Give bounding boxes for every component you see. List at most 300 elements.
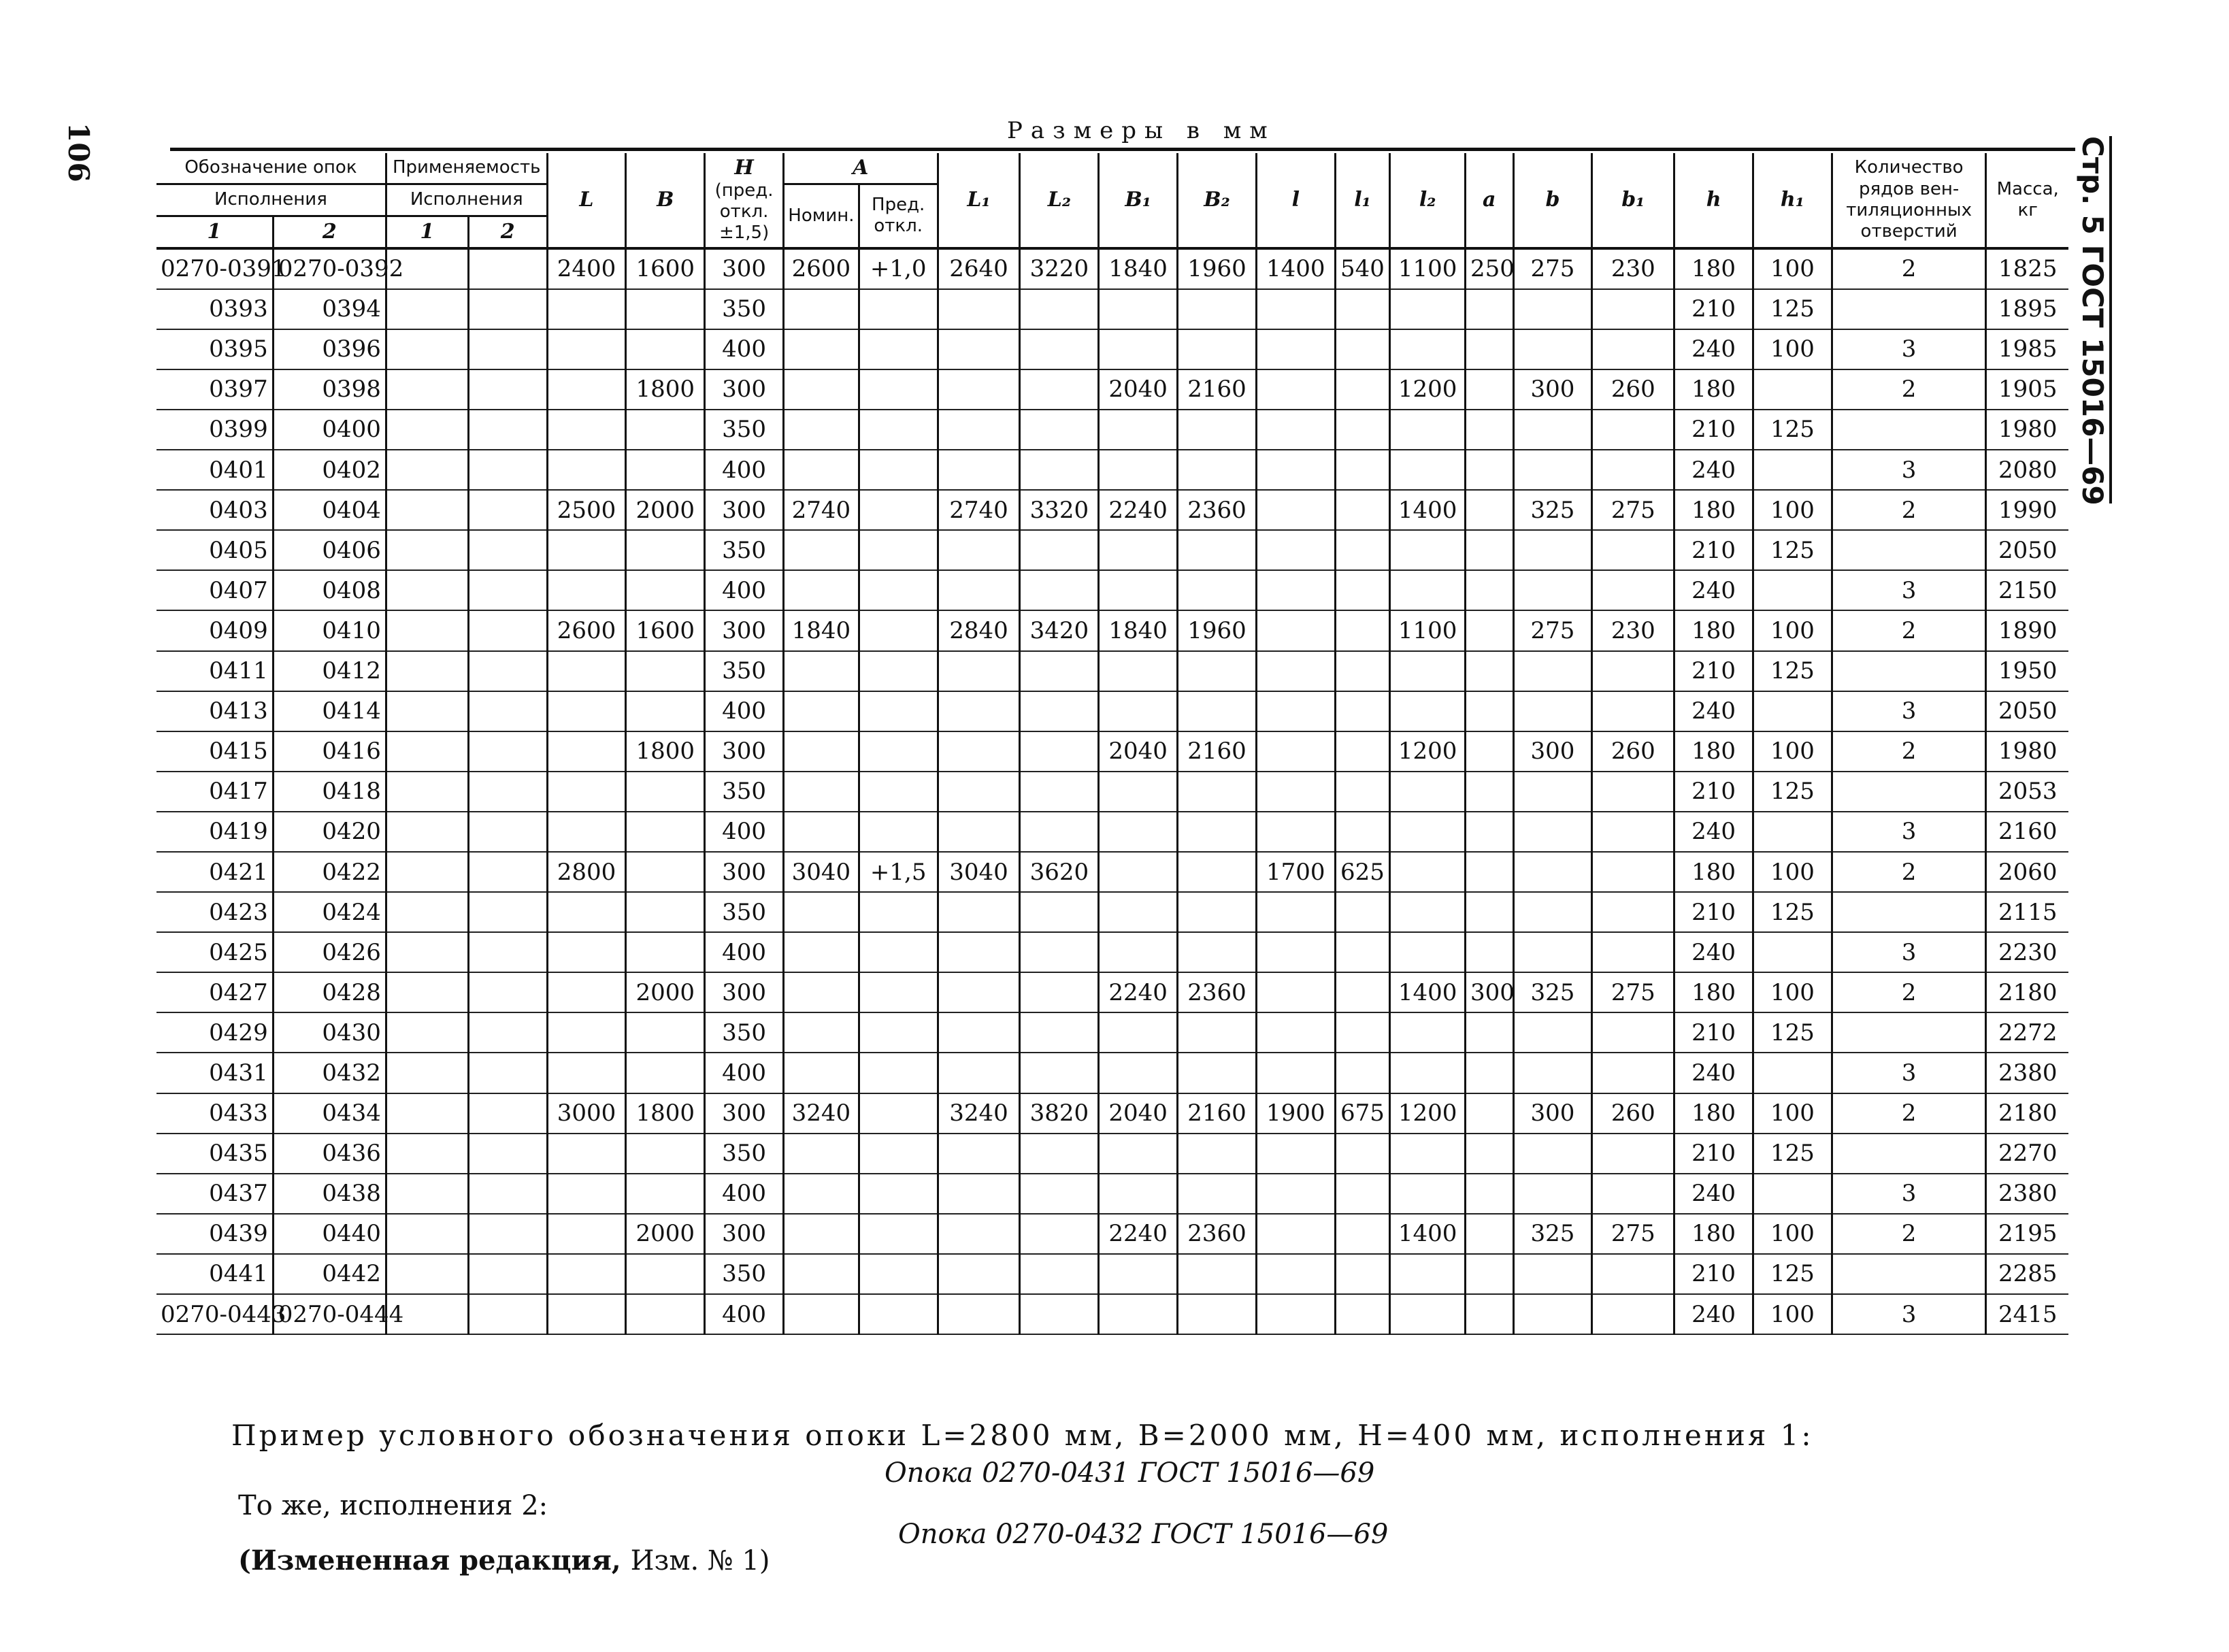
cell-app2 (468, 450, 547, 490)
cell-h: 240 (1674, 932, 1753, 972)
cell-v1: 0439 (156, 1214, 273, 1254)
col-A: A (784, 153, 938, 184)
cell-H: 300 (705, 610, 784, 650)
cell-B2 (1178, 530, 1257, 570)
cell-A (784, 530, 859, 570)
cell-b (1513, 1254, 1592, 1294)
cell-h1 (1753, 1053, 1832, 1093)
cell-B: 2000 (626, 1214, 705, 1254)
cell-v2: 0440 (273, 1214, 386, 1254)
cell-app2 (468, 329, 547, 369)
cell-L: 2400 (547, 248, 626, 289)
cell-B2 (1178, 1254, 1257, 1294)
cell-dev: +1,5 (859, 852, 938, 892)
cell-B1: 2040 (1099, 1093, 1178, 1134)
table-row (156, 1174, 2068, 1214)
cell-h1: 125 (1753, 530, 1832, 570)
cell-H: 350 (705, 651, 784, 691)
col-v2: 2 (273, 216, 386, 248)
cell-B1 (1099, 1254, 1178, 1294)
cell-B1: 2040 (1099, 731, 1178, 772)
cell-l1 (1335, 772, 1390, 812)
cell-l (1256, 369, 1335, 410)
cell-h: 180 (1674, 610, 1753, 650)
cell-H: 400 (705, 932, 784, 972)
cell-b1 (1592, 1294, 1674, 1334)
cell-B1: 2040 (1099, 369, 1178, 410)
cell-L (547, 731, 626, 772)
cell-vent: 2 (1832, 248, 1986, 289)
cell-vent (1832, 772, 1986, 812)
cell-L1 (938, 1053, 1020, 1093)
cell-app2 (468, 651, 547, 691)
cell-L2: 3820 (1020, 1093, 1099, 1134)
cell-mass: 2180 (1986, 972, 2068, 1012)
cell-L (547, 932, 626, 972)
cell-b: 300 (1513, 369, 1592, 410)
cell-dev (859, 1214, 938, 1254)
cell-H: 350 (705, 772, 784, 812)
cell-l2 (1390, 651, 1466, 691)
cell-L (547, 812, 626, 852)
cell-A (784, 972, 859, 1012)
cell-b1: 260 (1592, 731, 1674, 772)
cell-B1 (1099, 1053, 1178, 1093)
cell-app1 (386, 1214, 468, 1254)
cell-b1 (1592, 570, 1674, 610)
cell-mass: 2285 (1986, 1254, 2068, 1294)
cell-L1 (938, 972, 1020, 1012)
cell-A: 1840 (784, 610, 859, 650)
cell-b (1513, 530, 1592, 570)
cell-h: 180 (1674, 1093, 1753, 1134)
cell-h1: 125 (1753, 410, 1832, 450)
cell-v1: 0399 (156, 410, 273, 450)
cell-b (1513, 1174, 1592, 1214)
cell-L1 (938, 450, 1020, 490)
cell-L (547, 329, 626, 369)
col-l: l (1256, 153, 1335, 248)
cell-b: 275 (1513, 610, 1592, 650)
table-row (156, 289, 2068, 329)
cell-v2: 0412 (273, 651, 386, 691)
cell-H: 300 (705, 248, 784, 289)
cell-v2: 0428 (273, 972, 386, 1012)
table-row (156, 892, 2068, 932)
cell-mass: 1990 (1986, 490, 2068, 530)
cell-dev (859, 329, 938, 369)
cell-h1: 125 (1753, 651, 1832, 691)
cell-B (626, 892, 705, 932)
cell-a (1466, 1214, 1514, 1254)
cell-v1: 0405 (156, 530, 273, 570)
cell-B: 2000 (626, 972, 705, 1012)
cell-v1: 0441 (156, 1254, 273, 1294)
cell-vent (1832, 1254, 1986, 1294)
cell-v1: 0409 (156, 610, 273, 650)
cell-dev (859, 610, 938, 650)
cell-B1: 1840 (1099, 610, 1178, 650)
cell-h1 (1753, 450, 1832, 490)
cell-b1 (1592, 1254, 1674, 1294)
cell-app1 (386, 450, 468, 490)
cell-l (1256, 812, 1335, 852)
cell-h1 (1753, 570, 1832, 610)
col-l1: l₁ (1335, 153, 1390, 248)
side-header (2068, 136, 2109, 517)
cell-b (1513, 450, 1592, 490)
cell-l (1256, 289, 1335, 329)
cell-vent: 2 (1832, 490, 1986, 530)
cell-v2: 0418 (273, 772, 386, 812)
cell-B2: 2160 (1178, 731, 1257, 772)
cell-l (1256, 1053, 1335, 1093)
cell-mass: 2060 (1986, 852, 2068, 892)
cell-a (1466, 410, 1514, 450)
cell-B2 (1178, 410, 1257, 450)
cell-L2 (1020, 1294, 1099, 1334)
table-row (156, 610, 2068, 650)
cell-h: 210 (1674, 651, 1753, 691)
cell-h: 180 (1674, 1214, 1753, 1254)
cell-L (547, 369, 626, 410)
page-number: 106 (62, 122, 95, 182)
cell-v1: 0427 (156, 972, 273, 1012)
cell-B (626, 852, 705, 892)
cell-h: 210 (1674, 289, 1753, 329)
cell-mass: 1905 (1986, 369, 2068, 410)
cell-mass: 2150 (1986, 570, 2068, 610)
cell-h: 180 (1674, 248, 1753, 289)
cell-A (784, 450, 859, 490)
cell-H: 350 (705, 410, 784, 450)
cell-B2: 2160 (1178, 1093, 1257, 1134)
cell-L: 3000 (547, 1093, 626, 1134)
cell-a (1466, 490, 1514, 530)
cell-v2: 0436 (273, 1134, 386, 1174)
cell-l2 (1390, 1174, 1466, 1214)
cell-H: 400 (705, 1053, 784, 1093)
cell-app1 (386, 932, 468, 972)
cell-B2: 1960 (1178, 248, 1257, 289)
cell-app2 (468, 530, 547, 570)
cell-a (1466, 610, 1514, 650)
same-designation: Опока 0270-0432 ГОСТ 15016—69 (898, 1519, 1389, 1550)
cell-B2 (1178, 852, 1257, 892)
cell-L1 (938, 369, 1020, 410)
cell-l (1256, 1254, 1335, 1294)
cell-l2: 1400 (1390, 972, 1466, 1012)
cell-dev (859, 1134, 938, 1174)
cell-b1 (1592, 691, 1674, 731)
cell-L2 (1020, 972, 1099, 1012)
cell-L (547, 651, 626, 691)
cell-mass: 2115 (1986, 892, 2068, 932)
cell-B2 (1178, 651, 1257, 691)
cell-b: 325 (1513, 1214, 1592, 1254)
cell-h: 180 (1674, 490, 1753, 530)
cell-A: 2600 (784, 248, 859, 289)
cell-B2: 1960 (1178, 610, 1257, 650)
cell-mass: 2080 (1986, 450, 2068, 490)
cell-l (1256, 329, 1335, 369)
cell-v2: 0442 (273, 1254, 386, 1294)
cell-L1 (938, 1134, 1020, 1174)
cell-app2 (468, 731, 547, 772)
cell-dev (859, 530, 938, 570)
cell-dev (859, 772, 938, 812)
cell-A (784, 651, 859, 691)
cell-vent (1832, 1134, 1986, 1174)
cell-app1 (386, 530, 468, 570)
cell-v2: 0408 (273, 570, 386, 610)
cell-L2 (1020, 1254, 1099, 1294)
cell-l (1256, 731, 1335, 772)
cell-L1 (938, 651, 1020, 691)
cell-B1 (1099, 1294, 1178, 1334)
cell-h1: 125 (1753, 892, 1832, 932)
cell-a (1466, 450, 1514, 490)
cell-dev (859, 1053, 938, 1093)
cell-B (626, 1174, 705, 1214)
cell-B1 (1099, 570, 1178, 610)
cell-L2 (1020, 1134, 1099, 1174)
cell-vent: 3 (1832, 691, 1986, 731)
table-row (156, 1214, 2068, 1254)
cell-dev (859, 1174, 938, 1214)
cell-L (547, 1294, 626, 1334)
cell-l (1256, 691, 1335, 731)
top-rule (170, 148, 2075, 151)
cell-b (1513, 812, 1592, 852)
cell-L1 (938, 530, 1020, 570)
cell-L2 (1020, 731, 1099, 772)
cell-mass: 2195 (1986, 1214, 2068, 1254)
cell-a: 250 (1466, 248, 1514, 289)
cell-H: 400 (705, 1294, 784, 1334)
cell-b1: 230 (1592, 610, 1674, 650)
cell-l1 (1335, 731, 1390, 772)
cell-vent (1832, 410, 1986, 450)
cell-v2: 0396 (273, 329, 386, 369)
variants-header: Исполнения (156, 184, 386, 216)
cell-h1: 100 (1753, 329, 1832, 369)
cell-app2 (468, 892, 547, 932)
cell-app2 (468, 289, 547, 329)
cell-mass: 2180 (1986, 1093, 2068, 1134)
cell-l2 (1390, 1294, 1466, 1334)
cell-mass: 1980 (1986, 731, 2068, 772)
cell-dev (859, 450, 938, 490)
cell-L1: 2840 (938, 610, 1020, 650)
cell-L1 (938, 1254, 1020, 1294)
cell-L2 (1020, 450, 1099, 490)
cell-vent: 2 (1832, 1214, 1986, 1254)
cell-mass: 2050 (1986, 691, 2068, 731)
cell-v2: 0422 (273, 852, 386, 892)
cell-vent (1832, 892, 1986, 932)
cell-L (547, 410, 626, 450)
cell-L (547, 892, 626, 932)
cell-app2 (468, 1214, 547, 1254)
cell-H: 400 (705, 812, 784, 852)
cell-v1: 0415 (156, 731, 273, 772)
table-row (156, 972, 2068, 1012)
cell-A (784, 1254, 859, 1294)
cell-h: 210 (1674, 1134, 1753, 1174)
cell-v2: 0438 (273, 1174, 386, 1214)
cell-A (784, 812, 859, 852)
table-row (156, 691, 2068, 731)
cell-app1 (386, 1053, 468, 1093)
cell-app1 (386, 1093, 468, 1134)
cell-A (784, 731, 859, 772)
cell-L (547, 1053, 626, 1093)
cell-l1 (1335, 410, 1390, 450)
cell-B: 1600 (626, 248, 705, 289)
amendment-note: (Измененная редакция, Изм. № 1) (238, 1544, 770, 1576)
cell-A (784, 1214, 859, 1254)
cell-vent (1832, 1012, 1986, 1053)
table-row (156, 1294, 2068, 1334)
col-a: a (1466, 153, 1514, 248)
cell-mass: 2380 (1986, 1174, 2068, 1214)
cell-app2 (468, 369, 547, 410)
cell-b (1513, 1294, 1592, 1334)
cell-dev (859, 1093, 938, 1134)
cell-app1 (386, 410, 468, 450)
cell-B (626, 651, 705, 691)
cell-app2 (468, 610, 547, 650)
cell-b: 300 (1513, 731, 1592, 772)
cell-a (1466, 1093, 1514, 1134)
cell-vent: 3 (1832, 812, 1986, 852)
cell-app2 (468, 490, 547, 530)
cell-H: 300 (705, 1093, 784, 1134)
cell-l2: 1200 (1390, 1093, 1466, 1134)
cell-v1: 0431 (156, 1053, 273, 1093)
cell-app1 (386, 1174, 468, 1214)
cell-v1: 0437 (156, 1174, 273, 1214)
cell-mass: 1985 (1986, 329, 2068, 369)
cell-L1 (938, 812, 1020, 852)
cell-A (784, 1174, 859, 1214)
cell-h: 240 (1674, 691, 1753, 731)
cell-vent: 2 (1832, 610, 1986, 650)
cell-L2 (1020, 410, 1099, 450)
cell-A (784, 932, 859, 972)
cell-h: 240 (1674, 812, 1753, 852)
cell-app1 (386, 972, 468, 1012)
cell-vent (1832, 530, 1986, 570)
cell-b1 (1592, 772, 1674, 812)
cell-dev: +1,0 (859, 248, 938, 289)
cell-vent: 2 (1832, 972, 1986, 1012)
cell-B (626, 450, 705, 490)
cell-l2 (1390, 852, 1466, 892)
table-row (156, 248, 2068, 289)
cell-app1 (386, 852, 468, 892)
cell-B (626, 289, 705, 329)
cell-h1: 100 (1753, 610, 1832, 650)
cell-l2 (1390, 1053, 1466, 1093)
cell-H: 350 (705, 892, 784, 932)
cell-dev (859, 410, 938, 450)
cell-a (1466, 1134, 1514, 1174)
col-L: L (547, 153, 626, 248)
cell-h: 240 (1674, 450, 1753, 490)
cell-L2 (1020, 932, 1099, 972)
cell-H: 400 (705, 329, 784, 369)
cell-a (1466, 570, 1514, 610)
cell-h: 210 (1674, 530, 1753, 570)
cell-h1 (1753, 812, 1832, 852)
cell-h: 240 (1674, 1053, 1753, 1093)
cell-H: 400 (705, 1174, 784, 1214)
cell-l2: 1200 (1390, 731, 1466, 772)
cell-B (626, 530, 705, 570)
cell-B2 (1178, 812, 1257, 852)
cell-B2 (1178, 1053, 1257, 1093)
cell-dev (859, 892, 938, 932)
cell-l (1256, 892, 1335, 932)
cell-dev (859, 369, 938, 410)
col-b: b (1513, 153, 1592, 248)
cell-L: 2500 (547, 490, 626, 530)
table-row (156, 410, 2068, 450)
cell-l (1256, 610, 1335, 650)
cell-l2 (1390, 932, 1466, 972)
cell-b1: 275 (1592, 972, 1674, 1012)
cell-v1: 0393 (156, 289, 273, 329)
cell-v2: 0426 (273, 932, 386, 972)
cell-B (626, 1012, 705, 1053)
cell-L2 (1020, 329, 1099, 369)
cell-b (1513, 1012, 1592, 1053)
cell-app2 (468, 1053, 547, 1093)
col-h: h (1674, 153, 1753, 248)
cell-b1: 260 (1592, 369, 1674, 410)
cell-B1: 2240 (1099, 972, 1178, 1012)
cell-B: 1800 (626, 1093, 705, 1134)
cell-B (626, 410, 705, 450)
cell-B1 (1099, 289, 1178, 329)
cell-L1: 3040 (938, 852, 1020, 892)
cell-l2 (1390, 1012, 1466, 1053)
cell-l1 (1335, 892, 1390, 932)
cell-app2 (468, 972, 547, 1012)
cell-l2 (1390, 892, 1466, 932)
cell-L1 (938, 691, 1020, 731)
cell-dev (859, 932, 938, 972)
cell-L2: 3620 (1020, 852, 1099, 892)
cell-L2 (1020, 1053, 1099, 1093)
cell-H: 350 (705, 1012, 784, 1053)
cell-a: 300 (1466, 972, 1514, 1012)
cell-L1 (938, 731, 1020, 772)
cell-B2 (1178, 289, 1257, 329)
example-text: Пример условного обозначения опоки L=2800 мм, B=2000 мм, H=400 мм, исполнения 1: (231, 1419, 1814, 1452)
cell-L1 (938, 1294, 1020, 1334)
cell-vent (1832, 651, 1986, 691)
cell-mass: 2272 (1986, 1012, 2068, 1053)
cell-v2: 0402 (273, 450, 386, 490)
cell-l1 (1335, 1214, 1390, 1254)
cell-B1 (1099, 530, 1178, 570)
cell-b1: 260 (1592, 1093, 1674, 1134)
cell-mass: 1980 (1986, 410, 2068, 450)
cell-b1 (1592, 852, 1674, 892)
